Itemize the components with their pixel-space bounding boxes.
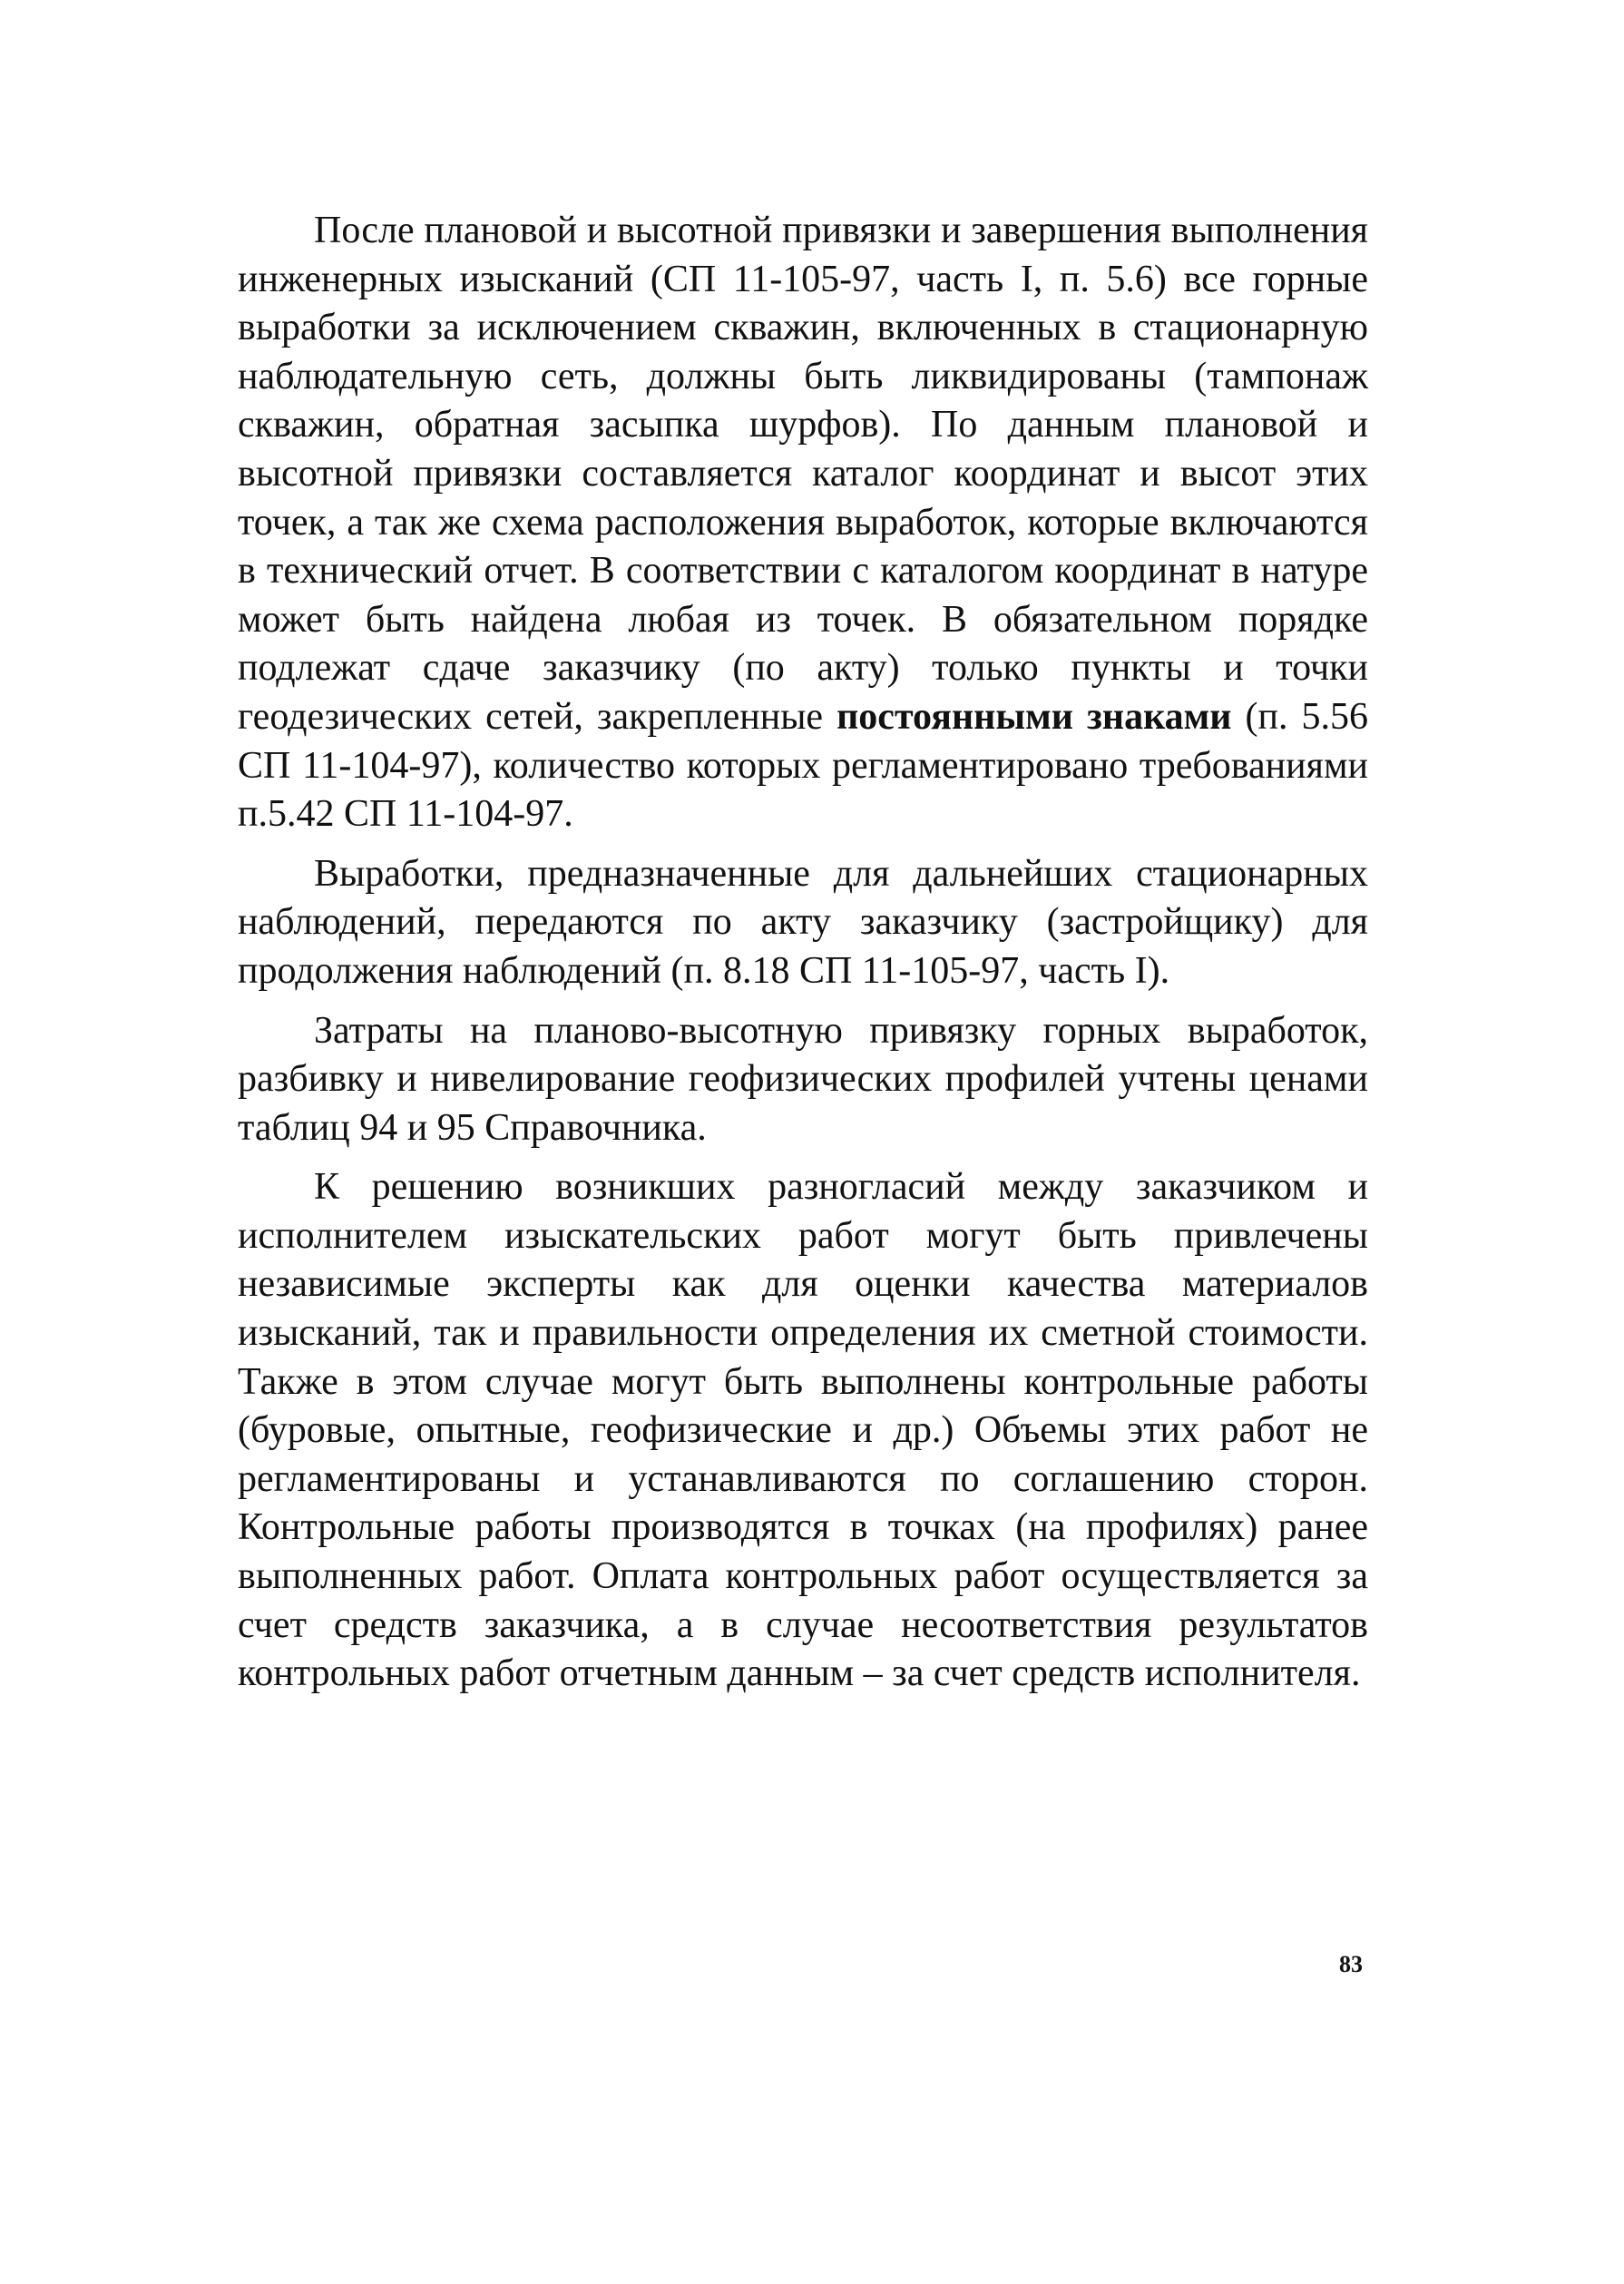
paragraph-disputes: К решению возникших разногласий между заказчиком и исполнителем изыскательских работ могут быть привлечены независимые эксперты как для оценки качества материалов изысканий, так и правильности определения их сметной стоимости. Также в этом случае могут быть выполнены контрольные работы (буровые, опытные, геофизические и др.) Объемы этих работ не регламентированы и устанавливаются по соглашению сторон. Контрольные работы производятся в точках (на профилях) ранее выполненных работ. Оплата контрольных работ осуществляется за счет средств заказчика, а в случае несоответствия результатов контрольных работ отчетным данным – за счет средств исполнителя. bbox=[238, 1166, 1368, 1695]
document-body bbox=[238, 207, 1368, 1699]
paragraph-1-text-end: (п. 5.56 СП 11-104-97), количество которых регламентировано требованиями п.5.42 СП 11-104-97. bbox=[238, 695, 1369, 836]
paragraph-costs: Затраты на планово-высотную привязку горных выработок, разбивку и нивелирование геофизических профилей учтены ценами таблиц 94 и 95 Справочника. bbox=[238, 1009, 1368, 1149]
permanent-signs-emphasis: постоянными знаками bbox=[836, 695, 1232, 738]
paragraph-observation-workings: Выработки, предназначенные для дальнейших стационарных наблюдений, передаются по акту заказчику (застройщику) для продолжения наблюдений (п. 8.18 СП 11-105-97, часть I). bbox=[238, 852, 1368, 992]
page-number: 83 bbox=[1339, 1951, 1363, 1977]
paragraph-liquidation bbox=[238, 207, 1368, 839]
paragraph-1-text: После плановой и высотной привязки и завершения выполнения инженерных изысканий (СП 11-105-97, часть I, п. 5.6) все горные выработки за исключением скважин, включенных в стационарную наблюдательную сеть, должны быть ликвидированы (тампонаж скважин, обратная засыпка шурфов). По данным плановой и высотной привязки составляется каталог координат и высот этих точек, а так же схема расположения выработок, которые включаются в технический отчет. В соответствии с каталогом координат в натуре может быть найдена любая из точек. В обязательном порядке подлежат сдаче заказчику (по акту) только пункты и точки геодезических сетей, закрепленные bbox=[238, 210, 1368, 738]
